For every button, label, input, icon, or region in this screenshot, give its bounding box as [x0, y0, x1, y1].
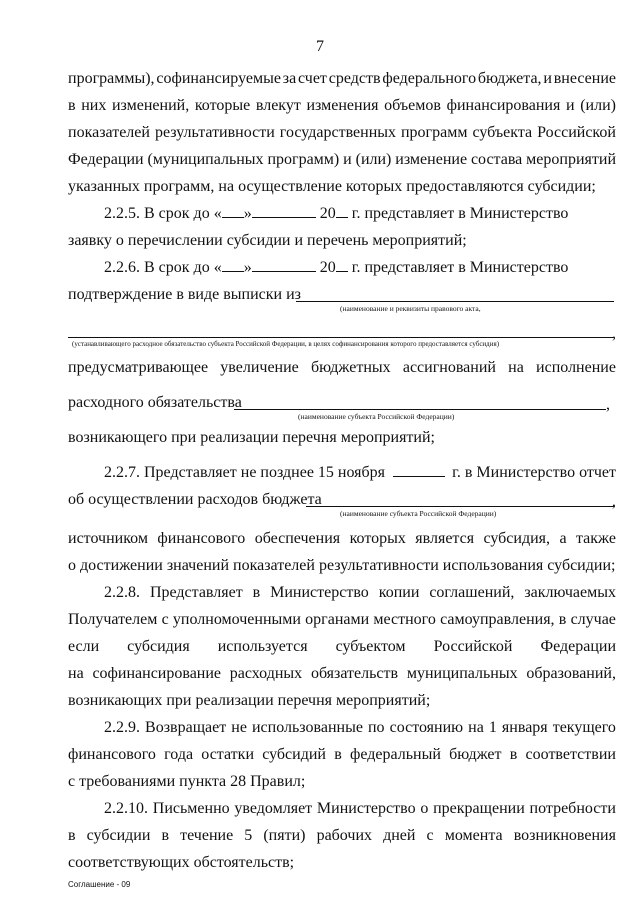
- text-line: [68, 96, 616, 116]
- footer-label: Соглашение - 09: [68, 880, 131, 889]
- text-line: расходного обязательства: [68, 394, 242, 411]
- word: самоуправления,: [440, 611, 555, 628]
- word: финансового: [157, 530, 246, 547]
- word: программ: [400, 124, 468, 141]
- text-line: соответствующих обстоятельств;: [68, 854, 295, 871]
- text-line: [68, 358, 616, 378]
- word: предусматривающее: [68, 359, 209, 376]
- word: субсидия: [127, 638, 190, 655]
- word: бюджет: [449, 746, 502, 763]
- word: в: [558, 611, 567, 628]
- word: прекращении: [433, 800, 525, 817]
- year-blank: [336, 258, 348, 272]
- word: исполнение: [536, 359, 616, 376]
- clause-2-2-7: 2.2.7. Представляет не позднее 15 ноября г. в Министерство отчет: [104, 464, 616, 481]
- word: них: [81, 97, 107, 114]
- word: использованные: [251, 719, 363, 736]
- legal-act-blank-cont: [68, 337, 613, 338]
- word: местного: [373, 611, 436, 628]
- text-line: [68, 69, 616, 89]
- word: Представляет: [149, 584, 243, 601]
- word: уполномоченными: [172, 611, 301, 628]
- word: а: [559, 530, 567, 547]
- word: в: [252, 584, 261, 601]
- word: Федерации: [68, 151, 144, 168]
- text-line: [68, 826, 616, 846]
- word: Письменно: [152, 800, 230, 817]
- word: копии: [378, 584, 420, 601]
- clause-number: 2.2.5.: [104, 205, 140, 222]
- clause-number: 2.2.7.: [104, 464, 140, 481]
- text-line: [68, 123, 616, 143]
- word: 2.2.8.: [104, 584, 140, 601]
- word: рабочих: [316, 827, 372, 844]
- word: о: [420, 800, 429, 817]
- year-blank: [336, 204, 348, 218]
- word: (пяти): [263, 827, 306, 844]
- field-caption: (наименование субъекта Российской Федерации): [340, 509, 497, 518]
- month-blank: [252, 204, 316, 218]
- word: влекут: [255, 97, 301, 114]
- text-line: [68, 529, 616, 549]
- word: субъекта: [472, 124, 533, 141]
- word: счет: [298, 70, 327, 87]
- text-line: о достижении значений показателей результативности использования субсидии;: [68, 557, 616, 574]
- text-line: с требованиями пункта 28 Правил;: [68, 773, 306, 790]
- word: Возвращает: [145, 719, 227, 736]
- text-line: заявку о перечислении субсидии и перечень мероприятий;: [68, 232, 467, 249]
- word: субъектом: [335, 638, 406, 655]
- word: 2.2.10.: [104, 800, 148, 817]
- word: не: [231, 719, 247, 736]
- month-blank: [252, 258, 316, 272]
- word: программ): [267, 151, 340, 168]
- word: состава: [470, 151, 523, 168]
- word: момента: [444, 827, 503, 844]
- word: Российской: [433, 638, 513, 655]
- word: уведомляет: [234, 800, 313, 817]
- word: изменений,: [111, 97, 190, 114]
- word: бюджета,: [477, 70, 542, 87]
- word: Российской: [537, 124, 616, 141]
- word: Получателем: [68, 611, 158, 628]
- day-blank: [222, 258, 244, 272]
- word: случае: [570, 611, 616, 628]
- word: изменения: [306, 97, 379, 114]
- text-line: [68, 664, 616, 684]
- word: обязательств: [310, 665, 399, 682]
- word: 2.2.9.: [104, 719, 140, 736]
- word: в: [68, 827, 76, 844]
- word: на: [468, 719, 484, 736]
- word: является: [415, 530, 475, 547]
- word: 1: [488, 719, 497, 736]
- word: 5: [244, 827, 253, 844]
- year-blank: [393, 463, 445, 477]
- clause-2-2-5: 2.2.5. В срок до « » 20 г. представляет в Министерство: [104, 205, 569, 222]
- word: с: [426, 827, 434, 844]
- word: и: [343, 151, 352, 168]
- word: с: [161, 611, 169, 628]
- word: увеличение: [220, 359, 299, 376]
- legal-act-blank: [296, 301, 614, 302]
- page-number: 7: [316, 38, 324, 55]
- word: (или): [580, 97, 616, 114]
- clause-2-2-9: [104, 718, 616, 738]
- day-blank: [222, 204, 244, 218]
- word: изменение: [395, 151, 468, 168]
- word: которые: [194, 97, 251, 114]
- word: Федерации: [540, 638, 616, 655]
- word: показателей: [68, 124, 150, 141]
- text-line: возникающих при реализации перечня мероприятий;: [68, 692, 431, 709]
- budget-subject-blank: [306, 506, 614, 507]
- word: органами: [305, 611, 370, 628]
- word: обеспечения: [254, 530, 341, 547]
- word: текущего: [552, 719, 616, 736]
- word: заключаемых: [524, 584, 616, 601]
- word: ассигнований: [402, 359, 496, 376]
- word: соответствии: [525, 746, 616, 763]
- word: средств: [328, 70, 381, 87]
- word: соглашений,: [429, 584, 515, 601]
- word: и: [543, 70, 552, 87]
- word: софинансирование: [92, 665, 222, 682]
- word: на: [68, 665, 84, 682]
- word: образований,: [526, 665, 616, 682]
- word: субсидия,: [483, 530, 551, 547]
- word: программы),: [68, 70, 155, 87]
- word: которых: [349, 530, 406, 547]
- word: расходных: [229, 665, 303, 682]
- field-caption: (наименование субъекта Российской Федерации): [298, 412, 455, 421]
- word: возникновения: [513, 827, 616, 844]
- word: также: [575, 530, 616, 547]
- word: (муниципальных: [147, 151, 264, 168]
- word: софинансируемые: [156, 70, 281, 87]
- text-line: [68, 150, 616, 170]
- text-line: [68, 610, 616, 630]
- text-line: указанных программ, на осуществление которых предоставляются субсидии;: [68, 178, 596, 195]
- word: внесение: [553, 70, 616, 87]
- document-page: 7 программы), софинансируемые за счет средств федерального бюджета, и внесение в них изменений, которые влекут изменения объемов финансирования и (или) показателей результативности государственных программ субъекта Российской Федерации (муниципальных программ) и (или) изменение состава мероприятий указанных программ, на осуществление которых предоставляются субсидии; 2.2.5. В срок до « » 20 г. представляет в Министерство заявку о перечислении субсидии и перечень мероприятий; 2.2.6. В срок до « » 20 г. представляет в Министерство подтверждение в виде выписки из (наименование и реквизиты правового акта, , (устанавливающего расходное обязательство субъекта Российской Федерации, в целях софинансирования которого предоставляется субсидия) предусматривающее увеличение бюджетных ассигнований на исполнение расходного обязательства , (наименование субъекта Российской Федерации) возникающего при реализации перечня мероприятий; 2.2.7. Представляет не позднее 15 ноября г. в Министерство отчет об осуществлении расходов бюджета , (наименование субъекта Российской Федерации) источником финансового обеспечения которых является субсидия, а также о достижении значений показателей результативности использования субсидии; 2.2.8. Представляет в Министерство копии соглашений, заключаемых Получателем с уполномоченными органами местного самоуправления, в случае если субсидия используется субъектом Российской Федерации на софинансирование расходных обязательств муниципальных образований, возникающих при реализации перечня мероприятий; 2.2.9. Возвращает не использованные по состоянию на 1 января текущего финансового года остатки субсидий в федеральный бюджет в соответствии с требованиями пункта 28 Правил; 2.2.10. Письменно уведомляет Министерство о прекращении потребности в субсидии в течение 5 (пяти) рабочих дней с момента возникновения соответствующих обстоятельств; Соглашение - 09: [0, 0, 640, 905]
- word: государственных: [279, 124, 396, 141]
- word: за: [282, 70, 297, 87]
- word: в: [68, 97, 76, 114]
- word: муниципальных: [406, 665, 518, 682]
- word: финансового: [68, 746, 156, 763]
- field-caption: (устанавливающего расходное обязательство субъекта Российской Федерации, в целях софинансирования которого предоставляется субсидия): [72, 340, 500, 348]
- word: федерального: [382, 70, 477, 87]
- word: субсидии: [86, 827, 151, 844]
- word: на: [508, 359, 524, 376]
- word: если: [68, 638, 100, 655]
- text-line: подтверждение в виде выписки из: [68, 286, 301, 303]
- text-line: [68, 637, 616, 657]
- word: течение: [180, 827, 234, 844]
- text-line: возникающего при реализации перечня мероприятий;: [68, 429, 435, 446]
- word: января: [501, 719, 548, 736]
- word: результативности: [154, 124, 275, 141]
- word: дней: [383, 827, 416, 844]
- word: источником: [68, 530, 148, 547]
- word: состоянию: [389, 719, 464, 736]
- word: субсидий: [262, 746, 326, 763]
- word: мероприятий: [526, 151, 616, 168]
- word: по: [367, 719, 385, 736]
- word: потребности: [529, 800, 616, 817]
- clause-2-2-10: [104, 799, 616, 819]
- word: (или): [355, 151, 392, 168]
- word: объемов: [384, 97, 441, 114]
- field-caption: (наименование и реквизиты правового акта,: [340, 304, 481, 313]
- clause-2-2-6: 2.2.6. В срок до « » 20 г. представляет в Министерство: [104, 259, 569, 276]
- text-line: об осуществлении расходов бюджета: [68, 491, 322, 508]
- subject-name-blank: [234, 409, 606, 410]
- word: бюджетных: [310, 359, 391, 376]
- word: Министерство: [316, 800, 416, 817]
- word: федеральный: [350, 746, 441, 763]
- word: в: [509, 746, 518, 763]
- word: используется: [217, 638, 308, 655]
- word: Министерство: [270, 584, 369, 601]
- word: и: [565, 97, 575, 114]
- word: в: [161, 827, 170, 844]
- word: финансирования: [446, 97, 561, 114]
- clause-2-2-8: [104, 583, 616, 603]
- text-line: [68, 745, 616, 765]
- word: остатки: [201, 746, 254, 763]
- word: года: [164, 746, 194, 763]
- word: в: [334, 746, 342, 763]
- clause-number: 2.2.6.: [104, 259, 140, 276]
